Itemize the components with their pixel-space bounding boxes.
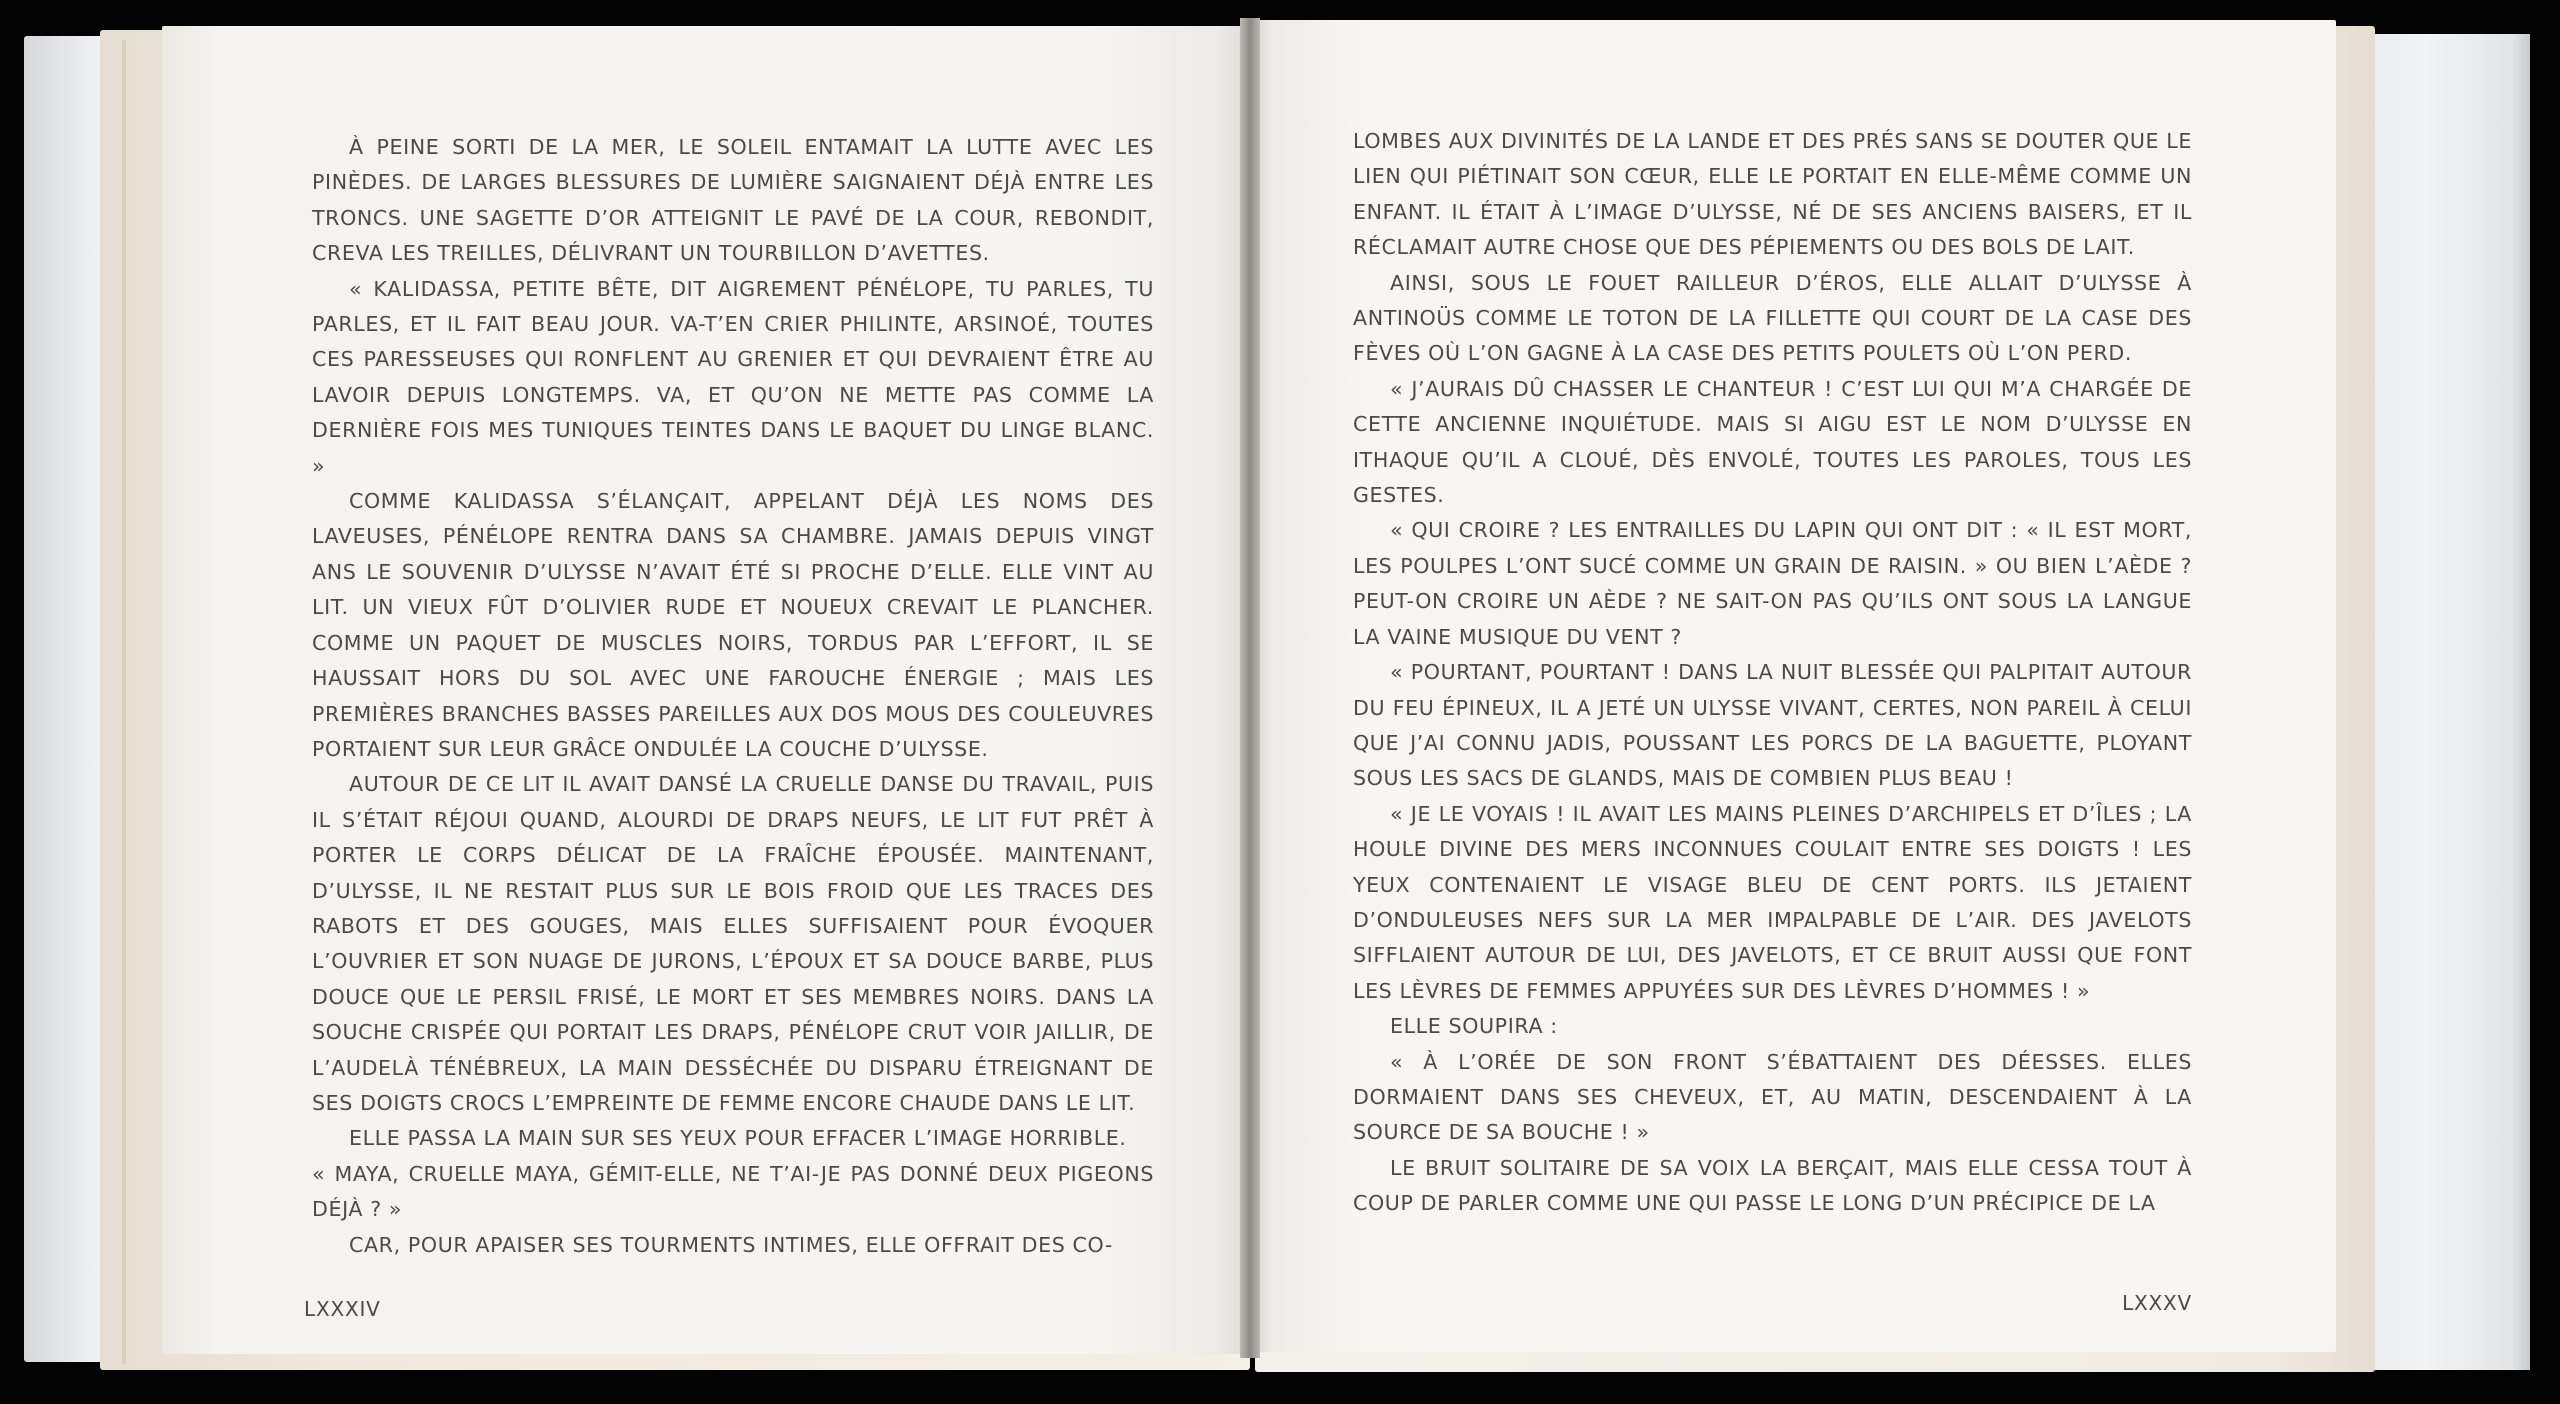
paragraph: COMME KALIDASSA S’ÉLANÇAIT, APPELANT DÉJÀ LES NOMS DES LAVEUSES, PÉNÉLOPE RENTRA DANS SA CHAMBRE. JAMAIS DEPUIS VINGT ANS LE SOUVENIR D’ULYSSE N’AVAIT ÉTÉ SI PROCHE D’ELLE. ELLE VINT AU LIT. UN VIEUX FÛT D’OLIVIER RUDE ET NOUEUX CREVAIT LE PLANCHER. COMME UN PAQUET DE MUSCLES NOIRS, TORDUS PAR L’EFFORT, IL SE HAUSSAIT HORS DU SOL AVEC UNE FAROUCHE ÉNERGIE ; MAIS LES PREMIÈRES BRANCHES BASSES PAREILLES AUX DOS MOUS DES COULEUVRES PORTAIENT SUR LEUR GRÂCE ONDULÉE LA COUCHE D’ULYSSE. <box>312 489 1154 761</box>
paragraph: « MAYA, CRUELLE MAYA, GÉMIT-ELLE, NE T’AI-JE PAS DONNÉ DEUX PIGEONS DÉJÀ ? » <box>312 1161 1154 1222</box>
page-number-left: LXXXIV <box>304 1297 381 1321</box>
paragraph: ELLE PASSA LA MAIN SUR SES YEUX POUR EFFACER L’IMAGE HORRIBLE. <box>349 1126 1127 1151</box>
paragraph: AUTOUR DE CE LIT IL AVAIT DANSÉ LA CRUELLE DANSE DU TRAVAIL, PUIS IL S’ÉTAIT RÉJOUI QUAND, ALOURDI DE DRAPS NEUFS, LE LIT FUT PRÊT À PORTER LE CORPS DÉLICAT DE LA FRAÎCHE ÉPOUSÉE. MAINTENANT, D’ULYSSE, IL NE RESTAIT PLUS SUR LE BOIS FROID QUE LES TRACES DES RABOTS ET DES GOUGES, MAIS ELLES SUFFISAIENT POUR ÉVOQUER L’OUVRIER ET SON NUAGE DE JURONS, L’ÉPOUX ET SA DOUCE BARBE, PLUS DOUCE QUE LE PERSIL FRISÉ, LE MORT ET SES MEMBRES NOIRS. DANS LA SOUCHE CRISPÉE QUI PORTAIT LES DRAPS, PÉNÉLOPE CRUT VOIR JAILLIR, DE L’AUDELÀ TÉNÉBREUX, LA MAIN DESSÉCHÉE DU DISPARU ÉTREIGNANT DE SES DOIGTS CROCS L’EMPREINTE DE FEMME ENCORE CHAUDE DANS LE LIT. <box>312 772 1154 1115</box>
paragraph: LE BRUIT SOLITAIRE DE SA VOIX LA BERÇAIT, MAIS ELLE CESSA TOUT À COUP DE PARLER COMME UNE QUI PASSE LE LONG D’UN PRÉCIPICE DE LA <box>1353 1155 2192 1216</box>
paragraph: « KALIDASSA, PETITE BÊTE, DIT AIGREMENT PÉNÉLOPE, TU PARLES, TU PARLES, ET IL FAIT BEAU JOUR. VA-T’EN CRIER PHILINTE, ARSINOÉ, TOUTES CES PARESSEUSES QUI RONFLENT AU GRENIER ET QUI DEVRAIENT ÊTRE AU LAVOIR DEPUIS LONGTEMPS. VA, ET QU’ON NE METTE PAS COMME LA DERNIÈRE FOIS MES TUNIQUES TEINTES DANS LE BAQUET DU LINGE BLANC. » <box>312 276 1154 478</box>
paragraph: LOMBES AUX DIVINITÉS DE LA LANDE ET DES PRÉS SANS SE DOUTER QUE LE LIEN QUI PIÉTINAIT SON CŒUR, ELLE LE PORTAIT EN ELLE-MÊME COMME UN ENFANT. IL ÉTAIT À L’IMAGE D’ULYSSE, NÉ DE SES ANCIENS BAISERS, ET IL RÉCLAMAIT AUTRE CHOSE QUE DES PÉPIEMENTS OU DES BOLS DE LAIT. <box>1353 129 2192 260</box>
right-page <box>1250 20 2336 1352</box>
right-page-text <box>1353 124 2192 1222</box>
page-number-right: LXXXV <box>2122 1291 2192 1315</box>
paragraph: « À L’ORÉE DE SON FRONT S’ÉBATTAIENT DES DÉESSES. ELLES DORMAIENT DANS SES CHEVEUX, ET, AU MATIN, DESCENDAIENT À LA SOURCE DE SA BOUCHE ! » <box>1353 1049 2192 1145</box>
paragraph: ELLE SOUPIRA : <box>1390 1014 1558 1039</box>
book-gutter <box>1240 18 1260 1358</box>
paragraph: « POURTANT, POURTANT ! DANS LA NUIT BLESSÉE QUI PALPITAIT AUTOUR DU FEU ÉPINEUX, IL A JETÉ UN ULYSSE VIVANT, CERTES, NON PAREIL À CELUI QUE J’AI CONNU JADIS, POUSSANT LES PORCS DE LA BAGUETTE, PLOYANT SOUS LES SACS DE GLANDS, MAIS DE COMBIEN PLUS BEAU ! <box>1353 660 2192 791</box>
paragraph: « QUI CROIRE ? LES ENTRAILLES DU LAPIN QUI ONT DIT : « IL EST MORT, LES POULPES L’ONT SUCÉ COMME UN GRAIN DE RAISIN. » OU BIEN L’AÈDE ? PEUT-ON CROIRE UN AÈDE ? NE SAIT-ON PAS QU’ILS ONT SOUS LA LANGUE LA VAINE MUSIQUE DU VENT ? <box>1353 518 2192 649</box>
paragraph: CAR, POUR APAISER SES TOURMENTS INTIMES, ELLE OFFRAIT DES CO- <box>349 1232 1113 1257</box>
paragraph: AINSI, SOUS LE FOUET RAILLEUR D’ÉROS, ELLE ALLAIT D’ULYSSE À ANTINOÜS COMME LE TOTON DE LA FILLETTE QUI COURT DE LA CASE DES FÈVES OÙ L’ON GAGNE À LA CASE DES PETITS POULETS OÙ L’ON PERD. <box>1353 270 2192 366</box>
left-page-text <box>312 130 1154 1263</box>
paragraph: À PEINE SORTI DE LA MER, LE SOLEIL ENTAMAIT LA LUTTE AVEC LES PINÈDES. DE LARGES BLESSURES DE LUMIÈRE SAIGNAIENT DÉJÀ ENTRE LES TRONCS. UNE SAGETTE D’OR ATTEIGNIT LE PAVÉ DE LA COUR, REBONDIT, CREVA LES TREILLES, DÉLIVRANT UN TOURBILLON D’AVETTES. <box>312 135 1154 266</box>
left-page <box>162 26 1250 1354</box>
paragraph: « J’AURAIS DÛ CHASSER LE CHANTEUR ! C’EST LUI QUI M’A CHARGÉE DE CETTE ANCIENNE INQUIÉTUDE. MAIS SI AIGU EST LE NOM D’ULYSSE EN ITHAQUE QU’IL A CLOUÉ, DÈS ENVOLÉ, TOUTES LES PAROLES, TOUS LES GESTES. <box>1353 376 2192 508</box>
paragraph: « JE LE VOYAIS ! IL AVAIT LES MAINS PLEINES D’ARCHIPELS ET D’ÎLES ; LA HOULE DIVINE DES MERS INCONNUES COULAIT ENTRE SES DOIGTS ! LES YEUX CONTENAIENT LE VISAGE BLEU DE CENT PORTS. ILS JETAIENT D’ONDULEUSES NEFS SUR LA MER IMPALPABLE DE L’AIR. DES JAVELOTS SIFFLAIENT AUTOUR DE LUI, DES JAVELOTS, ET CE BRUIT AUSSI QUE FONT LES LÈVRES DE FEMMES APPUYÉES SUR DES LÈVRES D’HOMMES ! » <box>1353 801 2192 1003</box>
